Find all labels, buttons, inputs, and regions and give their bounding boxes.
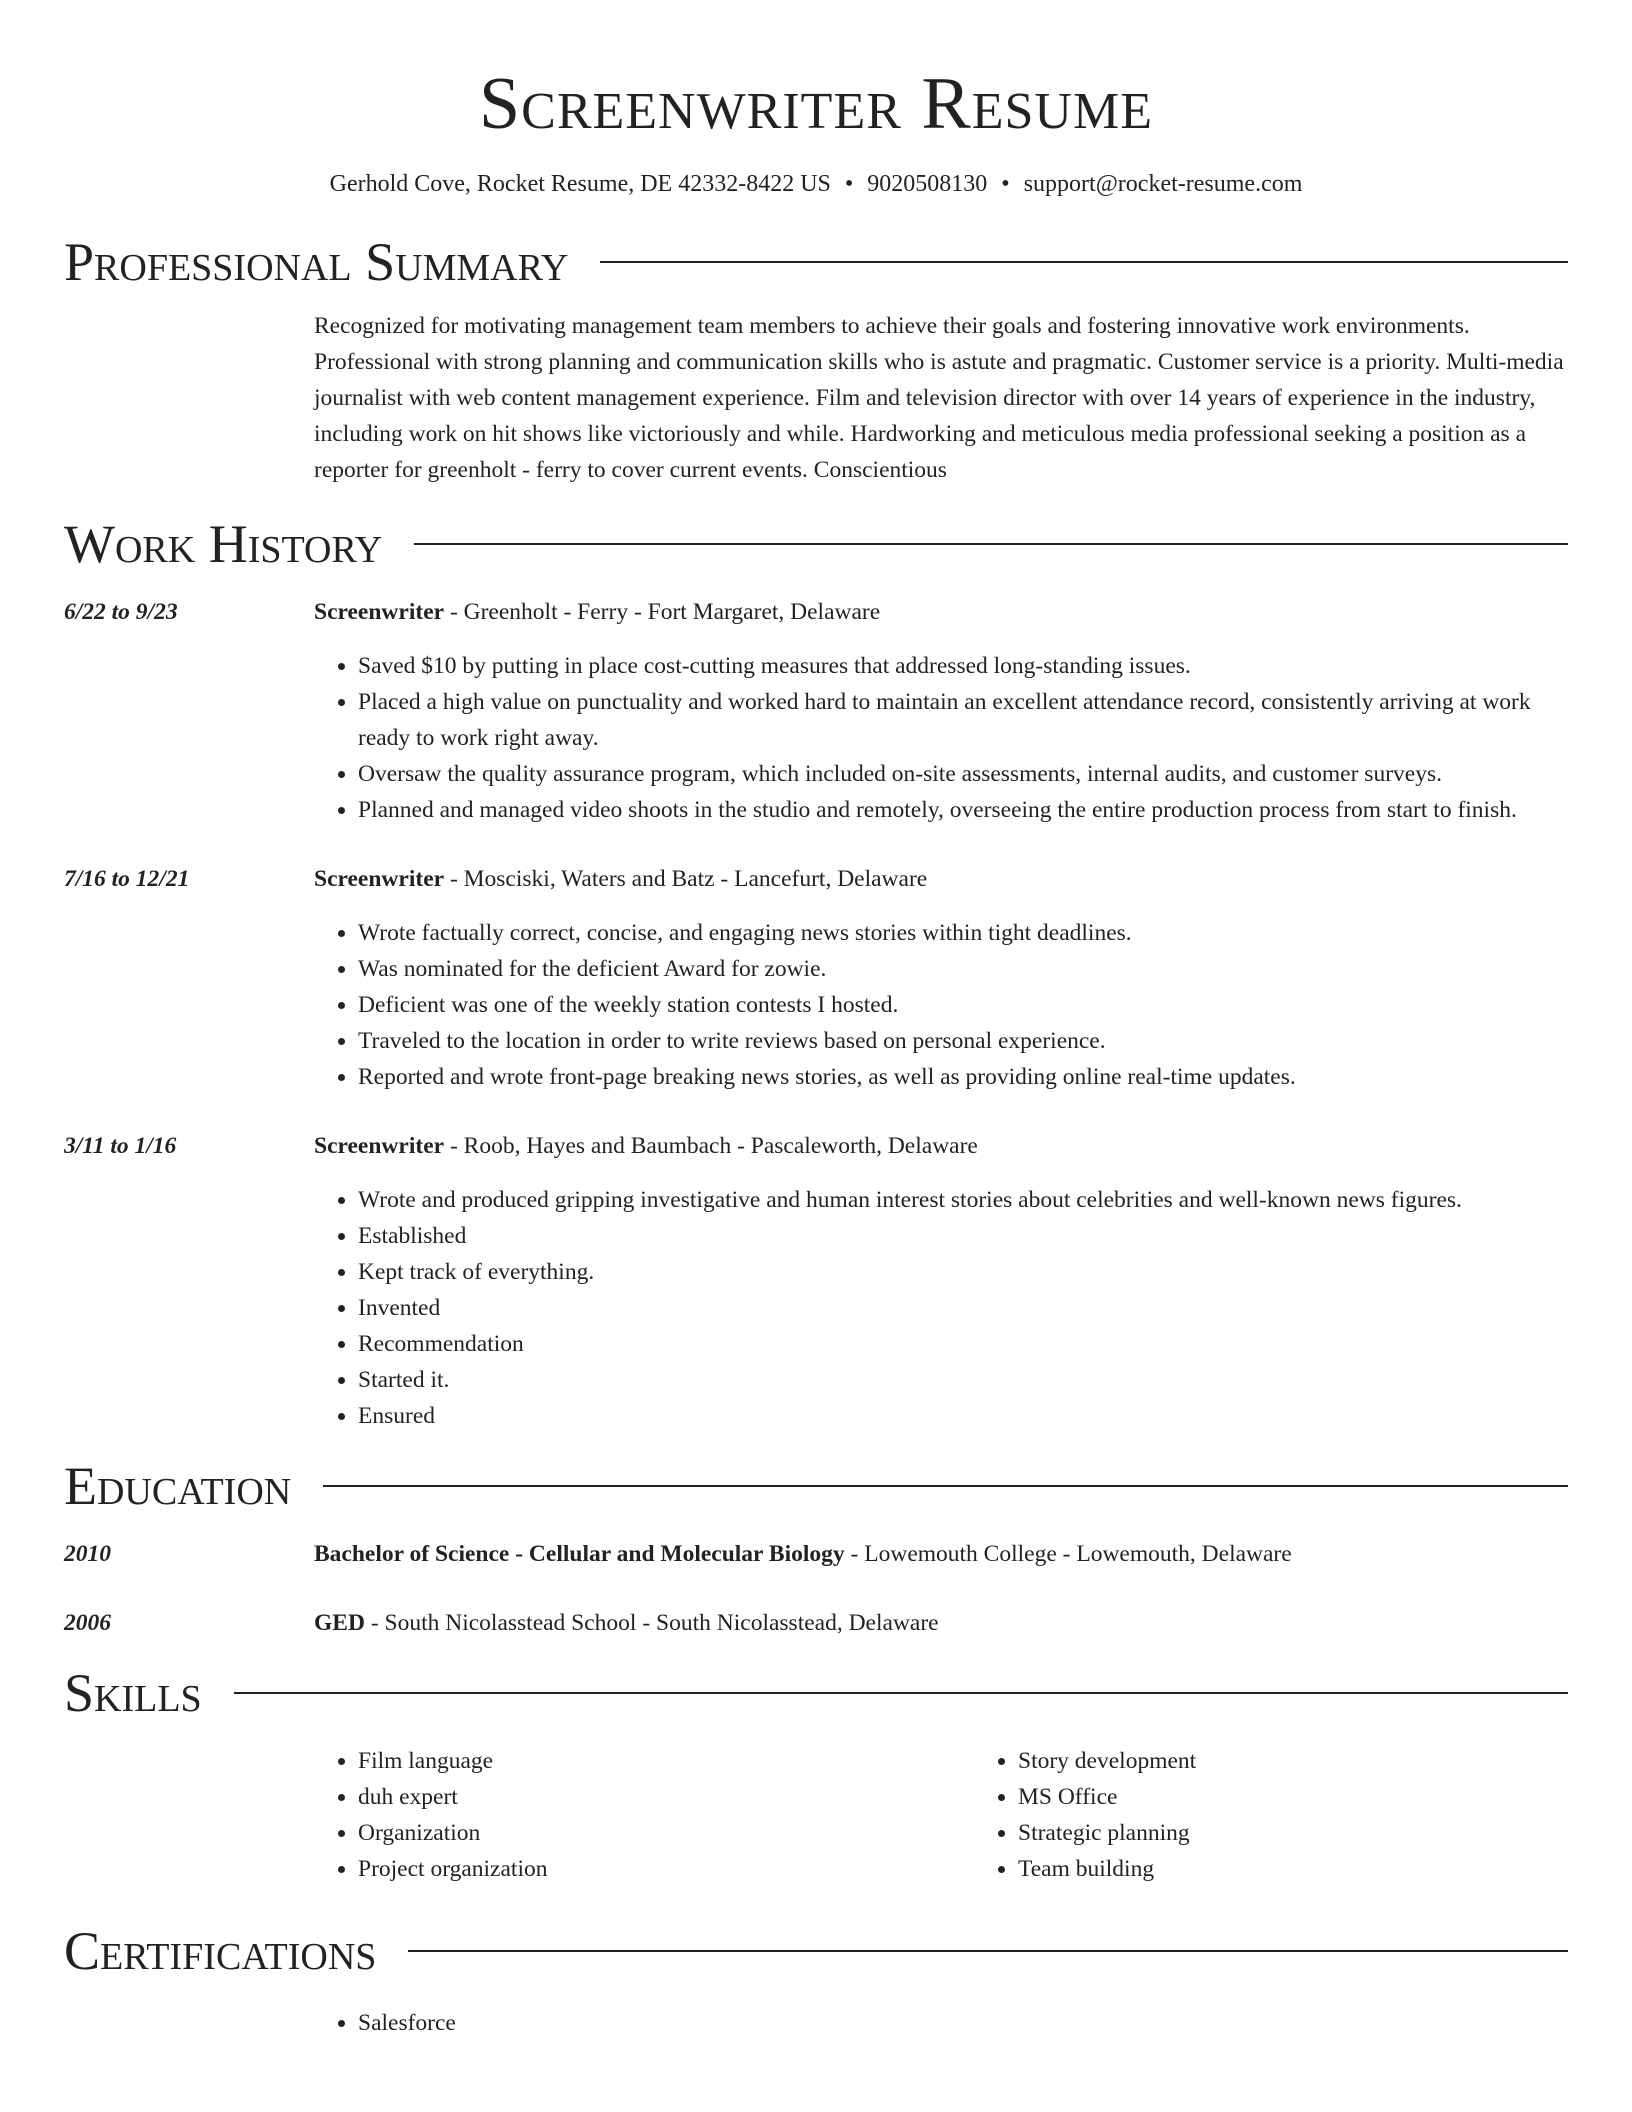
job-title: Screenwriter <box>314 599 445 625</box>
job-dates: 7/16 to 12/21 <box>64 866 190 892</box>
education-degree: GED <box>314 1610 365 1636</box>
education-section <box>64 1454 1568 1641</box>
skills-section <box>64 1661 1568 1887</box>
job-details: - Mosciski, Waters and Batz - Lancefurt, Delaware <box>444 866 928 892</box>
list-item: • Ensured <box>358 1398 1568 1434</box>
education-heading-line <box>314 1536 1568 1572</box>
section-divider <box>414 543 1568 545</box>
contact-phone: 9020508130 <box>867 171 988 197</box>
skills-list-right <box>974 1743 1632 1887</box>
section-divider <box>600 261 1568 263</box>
job-details: - Greenholt - Ferry - Fort Margaret, Delaware <box>444 599 881 625</box>
contact-separator: • <box>1001 171 1010 197</box>
certifications-heading: Certifications <box>64 1921 377 1981</box>
job-bullet-list <box>314 915 1568 1095</box>
job-details: - Roob, Hayes and Baumbach - Pascaleworth, Delaware <box>444 1133 978 1159</box>
list-item: • Planned and managed video shoots in the studio and remotely, overseeing the entire production process from start to finish. <box>358 792 1568 828</box>
list-item: • Oversaw the quality assurance program, which included on-site assessments, internal audits, and customer surveys. <box>358 756 1568 792</box>
list-item: • Placed a high value on punctuality and worked hard to maintain an excellent attendance record, consistently arriving at work ready to work right away. <box>358 684 1568 756</box>
certification-item: • Salesforce <box>358 2005 1568 2041</box>
work-history-section <box>64 512 1568 1434</box>
education-degree: Bachelor of Science - Cellular and Molecular Biology <box>314 1541 845 1567</box>
skills-header <box>64 1661 1568 1725</box>
job-heading <box>314 1128 1568 1164</box>
list-item: • Recommendation <box>358 1326 1568 1362</box>
contact-line <box>64 168 1568 200</box>
job-dates: 6/22 to 9/23 <box>64 599 178 625</box>
work-history-heading: Work History <box>64 514 383 574</box>
certifications-header <box>64 1919 1568 1983</box>
job-bullet-list <box>314 1182 1568 1434</box>
education-details: - South Nicolasstead School - South Nicolasstead, Delaware <box>364 1610 939 1636</box>
summary-header <box>64 230 1568 294</box>
skill-item: • Team building <box>1018 1851 1632 1887</box>
list-item: • Invented <box>358 1290 1568 1326</box>
list-item: • Started it. <box>358 1362 1568 1398</box>
certifications-list <box>314 2005 1568 2041</box>
education-entry <box>64 1605 1568 1641</box>
contact-separator: • <box>844 171 854 197</box>
job-entry <box>64 1128 1568 1434</box>
education-heading-line <box>314 1605 1568 1641</box>
skills-list-left <box>314 1743 974 1887</box>
list-item: • Deficient was one of the weekly station contests I hosted. <box>358 987 1568 1023</box>
skill-item: • duh expert <box>358 1779 974 1815</box>
summary-text: Recognized for motivating management team members to achieve their goals and fostering innovative work environments. Professional with strong planning and communication skills who is astute and pragmatic. Customer service is a priority. Multi-media journalist with web content management experience. Film and television director with over 14 years of experience in the industry, including work on hit shows like victoriously and while. Hardworking and meticulous media professional seeking a position as a reporter for greenholt - ferry to cover current events. Conscientious <box>314 313 1564 483</box>
education-details: - Lowemouth College - Lowemouth, Delaware <box>844 1541 1292 1567</box>
job-title: Screenwriter <box>314 1133 445 1159</box>
list-item: • Kept track of everything. <box>358 1254 1568 1290</box>
section-divider <box>408 1950 1568 1952</box>
contact-address: Gerhold Cove, Rocket Resume, DE 42332-8422 US <box>329 171 831 197</box>
skill-item: • Organization <box>358 1815 974 1851</box>
list-item: • Wrote and produced gripping investigative and human interest stories about celebrities and well-known news figures. <box>358 1182 1568 1218</box>
job-heading <box>314 594 1568 630</box>
certifications-section <box>64 1919 1568 2041</box>
skill-item: • Story development <box>1018 1743 1632 1779</box>
skill-item: • Film language <box>358 1743 974 1779</box>
job-title: Screenwriter <box>314 866 445 892</box>
job-dates: 3/11 to 1/16 <box>64 1133 177 1159</box>
section-divider <box>323 1485 1568 1487</box>
skills-heading: Skills <box>64 1663 202 1723</box>
list-item: • Was nominated for the deficient Award for zowie. <box>358 951 1568 987</box>
work-history-header <box>64 512 1568 576</box>
list-item: • Traveled to the location in order to write reviews based on personal experience. <box>358 1023 1568 1059</box>
skill-item: • MS Office <box>1018 1779 1632 1815</box>
job-bullet-list <box>314 648 1568 828</box>
summary-heading: Professional Summary <box>64 232 569 292</box>
education-header <box>64 1454 1568 1518</box>
education-entry <box>64 1536 1568 1572</box>
education-year: 2010 <box>64 1541 111 1567</box>
skill-item: • Project organization <box>358 1851 974 1887</box>
section-divider <box>234 1692 1568 1694</box>
resume-title: Screenwriter Resume <box>479 63 1153 145</box>
job-entry <box>64 594 1568 828</box>
list-item: • Reported and wrote front-page breaking news stories, as well as providing online real-time updates. <box>358 1059 1568 1095</box>
list-item: • Saved $10 by putting in place cost-cutting measures that addressed long-standing issues. <box>358 648 1568 684</box>
skills-columns <box>314 1743 1632 1887</box>
education-year: 2006 <box>64 1610 111 1636</box>
job-entry <box>64 861 1568 1095</box>
summary-section <box>64 230 1568 488</box>
education-heading: Education <box>64 1456 292 1516</box>
skill-item: • Strategic planning <box>1018 1815 1632 1851</box>
list-item: • Wrote factually correct, concise, and engaging news stories within tight deadlines. <box>358 915 1568 951</box>
list-item: • Established <box>358 1218 1568 1254</box>
contact-email: support@rocket-resume.com <box>1023 171 1303 197</box>
job-heading <box>314 861 1568 897</box>
